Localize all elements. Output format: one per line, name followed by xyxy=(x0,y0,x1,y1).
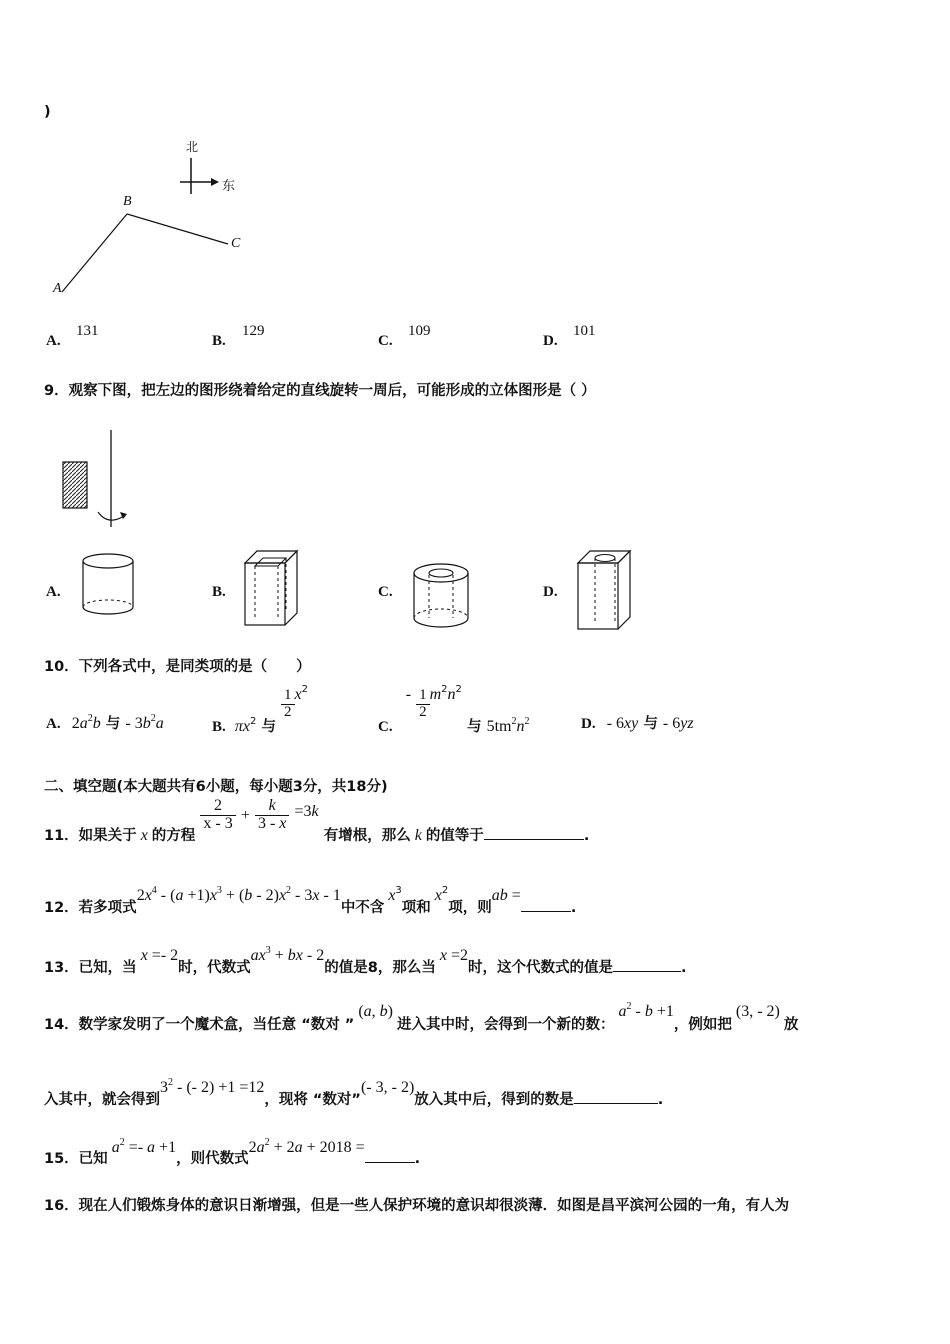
q8-option-c-letter: C. xyxy=(378,333,393,349)
q15-answer-blank[interactable] xyxy=(365,1148,415,1163)
q8-option-d-letter: D. xyxy=(543,333,558,349)
q11-answer-blank[interactable] xyxy=(484,825,584,840)
q9-figures xyxy=(0,0,950,640)
q10-option-b-letter: B. xyxy=(212,718,226,735)
section-2-title: 二、填空题(本大题共有6小题，每小题3分，共18分) xyxy=(44,779,388,795)
q9-shaded-rectangle xyxy=(63,462,87,508)
q9-option-d-letter: D. xyxy=(543,584,558,600)
q10-option-d-letter: D. xyxy=(581,716,596,732)
q14-answer-blank[interactable] xyxy=(574,1089,658,1104)
q12: 12．若多项式$2x^4 - (a +1)x^3 + (b - 2)x^2 - 3x - 1$中不含 $x^3$项和 $x^2$项，则ab =. xyxy=(44,885,577,916)
q8-option-b-value: 129 xyxy=(242,323,265,339)
q10-option-b: B. $\pi x^2$ 与 $\frac{1}{2}$ $x^2$ xyxy=(212,683,309,735)
q9-option-a-cylinder xyxy=(83,554,133,614)
q15: 15．已知 $a^2 =- a +1$，则代数式$2a^2 + 2a + 2018$ =. xyxy=(44,1137,421,1167)
q9-stem: 9．观察下图，把左边的图形绕着给定的直线旋转一周后，可能形成的立体图形是（ ） xyxy=(44,383,596,399)
q10-option-c: C. - $\frac{1}{2}$ $m^2n^2$ 与 $5tm^2n^2$ xyxy=(378,683,530,735)
q9-option-a-letter: A. xyxy=(46,584,61,600)
q10-option-c-letter: C. xyxy=(378,718,393,735)
q9-option-d-box xyxy=(578,551,630,629)
q8-option-b-letter: B. xyxy=(212,333,226,349)
q13: 13．已知，当 x =- 2时，代数式$ax^3$ + bx - 2的值是8，那么当 x =2时，这个代数式的值是 . xyxy=(44,945,687,976)
q12-answer-blank[interactable] xyxy=(521,897,571,912)
q9-option-c-letter: C. xyxy=(378,584,393,600)
q10-option-a-letter: A. xyxy=(46,716,61,732)
q8-paren-end: ) xyxy=(44,104,51,120)
q8-option-c-value: 109 xyxy=(408,323,431,339)
q14-line2: 入其中，就会得到$3^2$ - (- 2) +1 =12，现将 “数对”(- 3, - 2)放入其中后，得到的数是 . xyxy=(44,1077,664,1108)
q9-option-b-box xyxy=(245,551,297,625)
point-a-label: A xyxy=(53,281,62,296)
q8-option-a-value: 131 xyxy=(76,323,99,339)
compass-north-label: 北 xyxy=(186,140,199,154)
q9-option-b-letter: B. xyxy=(212,584,226,600)
compass-east-label: 东 xyxy=(222,179,236,194)
q10-option-d: D. - 6xy 与 - 6yz xyxy=(581,715,694,732)
q8-option-d-value: 101 xyxy=(573,323,596,339)
q11: 11．如果关于 x 的方程 $\frac{2}{x - 3}$ + $\frac{k}{3 - x}$ =3k 有增根，那么 k 的值等于 . xyxy=(44,797,590,844)
q14-line1: 14．数学家发明了一个魔术盒，当任意 “数对 ” (a, b) 进入其中时，会得到一个新的数： $a^2 - b +1$，例如把 (3, - 2) 放 xyxy=(44,1001,799,1033)
q9-option-c-tube xyxy=(414,564,468,627)
q16-text: 16．现在人们锻炼身体的意识日渐增强，但是一些人保护环境的意识却很淡薄．如图是昌平滨河公园的一角，有人为 xyxy=(44,1198,790,1214)
point-b-label: B xyxy=(123,194,132,209)
q10-stem: 10．下列各式中，是同类项的是（ ） xyxy=(44,659,311,675)
q13-answer-blank[interactable] xyxy=(613,957,681,972)
q10-option-a: A. $2a^2b$ 与 - $3b^2a$ xyxy=(46,713,164,732)
q8-option-a-letter: A. xyxy=(46,333,61,349)
point-c-label: C xyxy=(231,236,241,251)
